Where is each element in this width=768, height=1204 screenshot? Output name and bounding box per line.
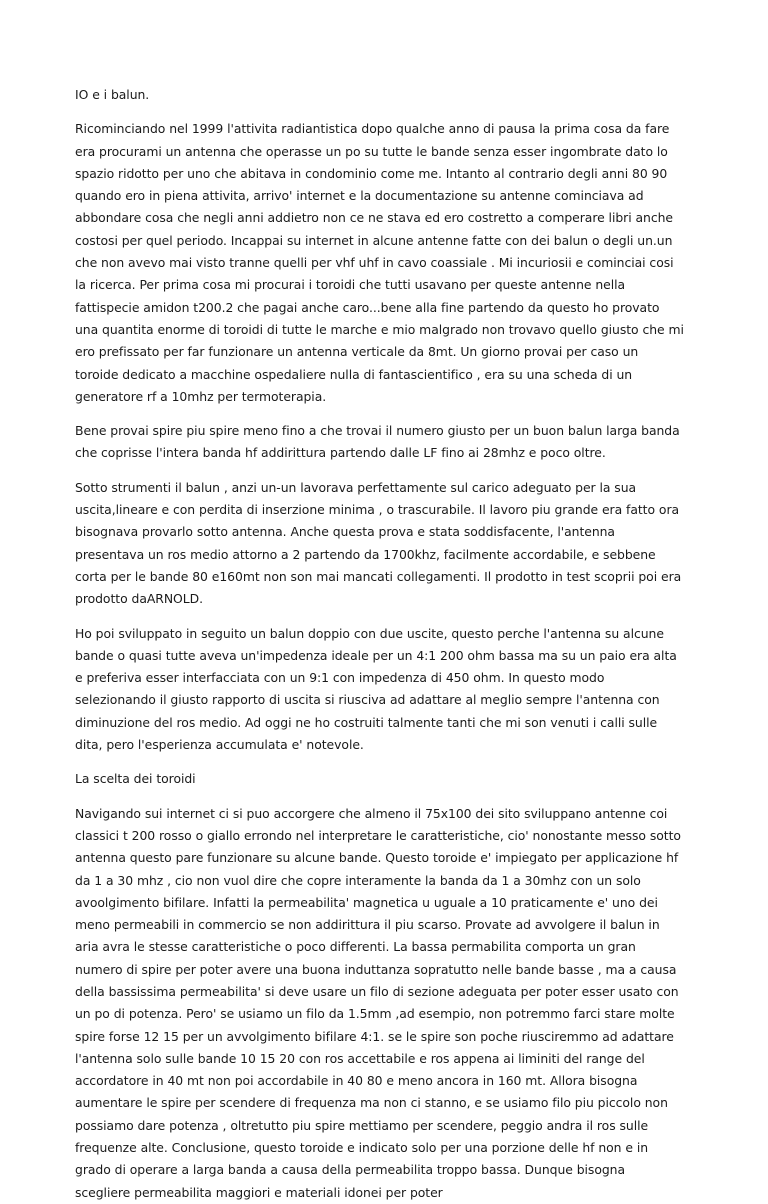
paragraph-2: Bene provai spire piu spire meno fino a che trovai il numero giusto per un buon balun larga banda che coprisse l'intera banda hf addirittura partendo dalle LF fino ai 28mhz e poco oltre. — [75, 423, 680, 461]
paragraph-3: Sotto strumenti il balun , anzi un-un lavorava perfettamente sul carico adeguato per la sua uscita,lineare e con perdita di inserzione minima , o trascurabile. Il lavoro piu grande era fatto ora bisognava provarlo sotto antenna. Anche questa prova e stata soddisfacente, l'antenna presentava un ros medio attorno a 2 partendo da 1700khz, facilmente accordabile, e sebbene corta per le bande 80 e160mt non son mai mancati collegamenti. Il prodotto in test scoprii poi era prodotto daARNOLD. — [75, 479, 682, 607]
paragraph-1: Ricominciando nel 1999 l'attivita radiantistica dopo qualche anno di pausa la prima cosa da fare era procurami un antenna che operasse un po su tutte le bande senza esser ingombrate dato lo spazio ridotto per uno che abitava in condominio come me. Intanto al contrario degli anni 80 90 quando ero in piena attivita, arrivo' internet e la documentazione su antenne cominciava ad abbondare cosa che negli anni addietro non ce ne stava ed ero costretto a comperare libri anche costosi per quel periodo. Incappai su internet in alcune antenne fatte con dei balun o degli un.un che non avevo mai visto tranne quelli per vhf uhf in cavo coassiale . Mi incuriosii e cominciai cosi la ricerca. Per prima cosa mi procurai i toroidi che tutti usavano per queste antenne nella fattispecie amidon t200.2 che pagai anche caro...bene alla fine partendo da questo ho provato una quantita enorme di toroidi di tutte le marche e mio malgrado non trovavo quello giusto che mi ero prefissato per far funzionare un antenna verticale da 8mt. Un giorno provai per caso un toroide dedicato a macchine ospedaliere nulla di fantascientifico , era su una scheda di un generatore rf a 10mhz per termoterapia. — [75, 121, 684, 404]
paragraph-4: Ho poi sviluppato in seguito un balun doppio con due uscite, questo perche l'antenna su alcune bande o quasi tutte aveva un'impedenza ideale per un 4:1 200 ohm bassa ma su un paio era alta e preferiva esser interfacciata con un 9:1 con impedenza di 450 ohm. In questo modo selezionando il giusto rapporto di uscita si riusciva ad adattare al meglio sempre l'antenna con diminuzione del ros medio. Ad oggi ne ho costruiti talmente tanti che mi son venuti i calli sulle dita, pero l'esperienza accumulata e' notevole. — [75, 625, 677, 753]
section-heading: La scelta dei toroidi — [75, 771, 196, 787]
document-title: IO e i balun. — [75, 87, 150, 102]
paragraph-5: Navigando sui internet ci si puo accorgere che almeno il 75x100 dei sito sviluppano antenne coi classici t 200 rosso o giallo errondo nel interpretare le caratteristiche, cio' nonostante messo sotto antenna questo pare funzionare su alcune bande. Questo toroide e' impiegato per applicazione hf da 1 a 30 mhz , cio non vuol dire che copre interamente la banda da 1 a 30mhz con un solo avoolgimento bifilare. Infatti la permeabilita' magnetica u uguale a 10 praticamente e' uno dei meno permeabili in commercio se non addirittura il piu scarso. Provate ad avvolgere il balun in aria avra le stesse caratteristiche o poco differenti. La bassa permabilita comporta un gran numero di spire per poter avere una buona induttanza sopratutto nelle bande basse , ma a causa della bassissima permeabilita' si deve usare un filo di sezione adeguata per poter esser usato con un po di potenza. Pero' se usiamo un filo da 1.5mm ,ad esempio, non potremmo farci stare molte spire forse 12 15 per un avvolgimento bifilare 4:1. se le spire son poche riusciremmo ad adattare l'antenna solo sulle bande 10 15 20 con ros accettabile e ros appena ai liminiti del range del accordatore in 40 mt non poi accordabile in 40 80 e meno ancora in 160 mt. Allora bisogna aumentare le spire per scendere di frequenza ma non ci stanno, e se usiamo filo piu piccolo non possiamo dare potenza , oltretutto piu spire mettiamo per scendere, peggio andra il ros sulle frequenze alte. Conclusione, questo toroide e indicato solo per una porzione delle hf non e in grado di operare a larga banda a causa della permeabilita troppo bassa. Dunque bisogna scegliere permeabilita maggiori e materiali idonei per poter — [75, 805, 681, 1200]
